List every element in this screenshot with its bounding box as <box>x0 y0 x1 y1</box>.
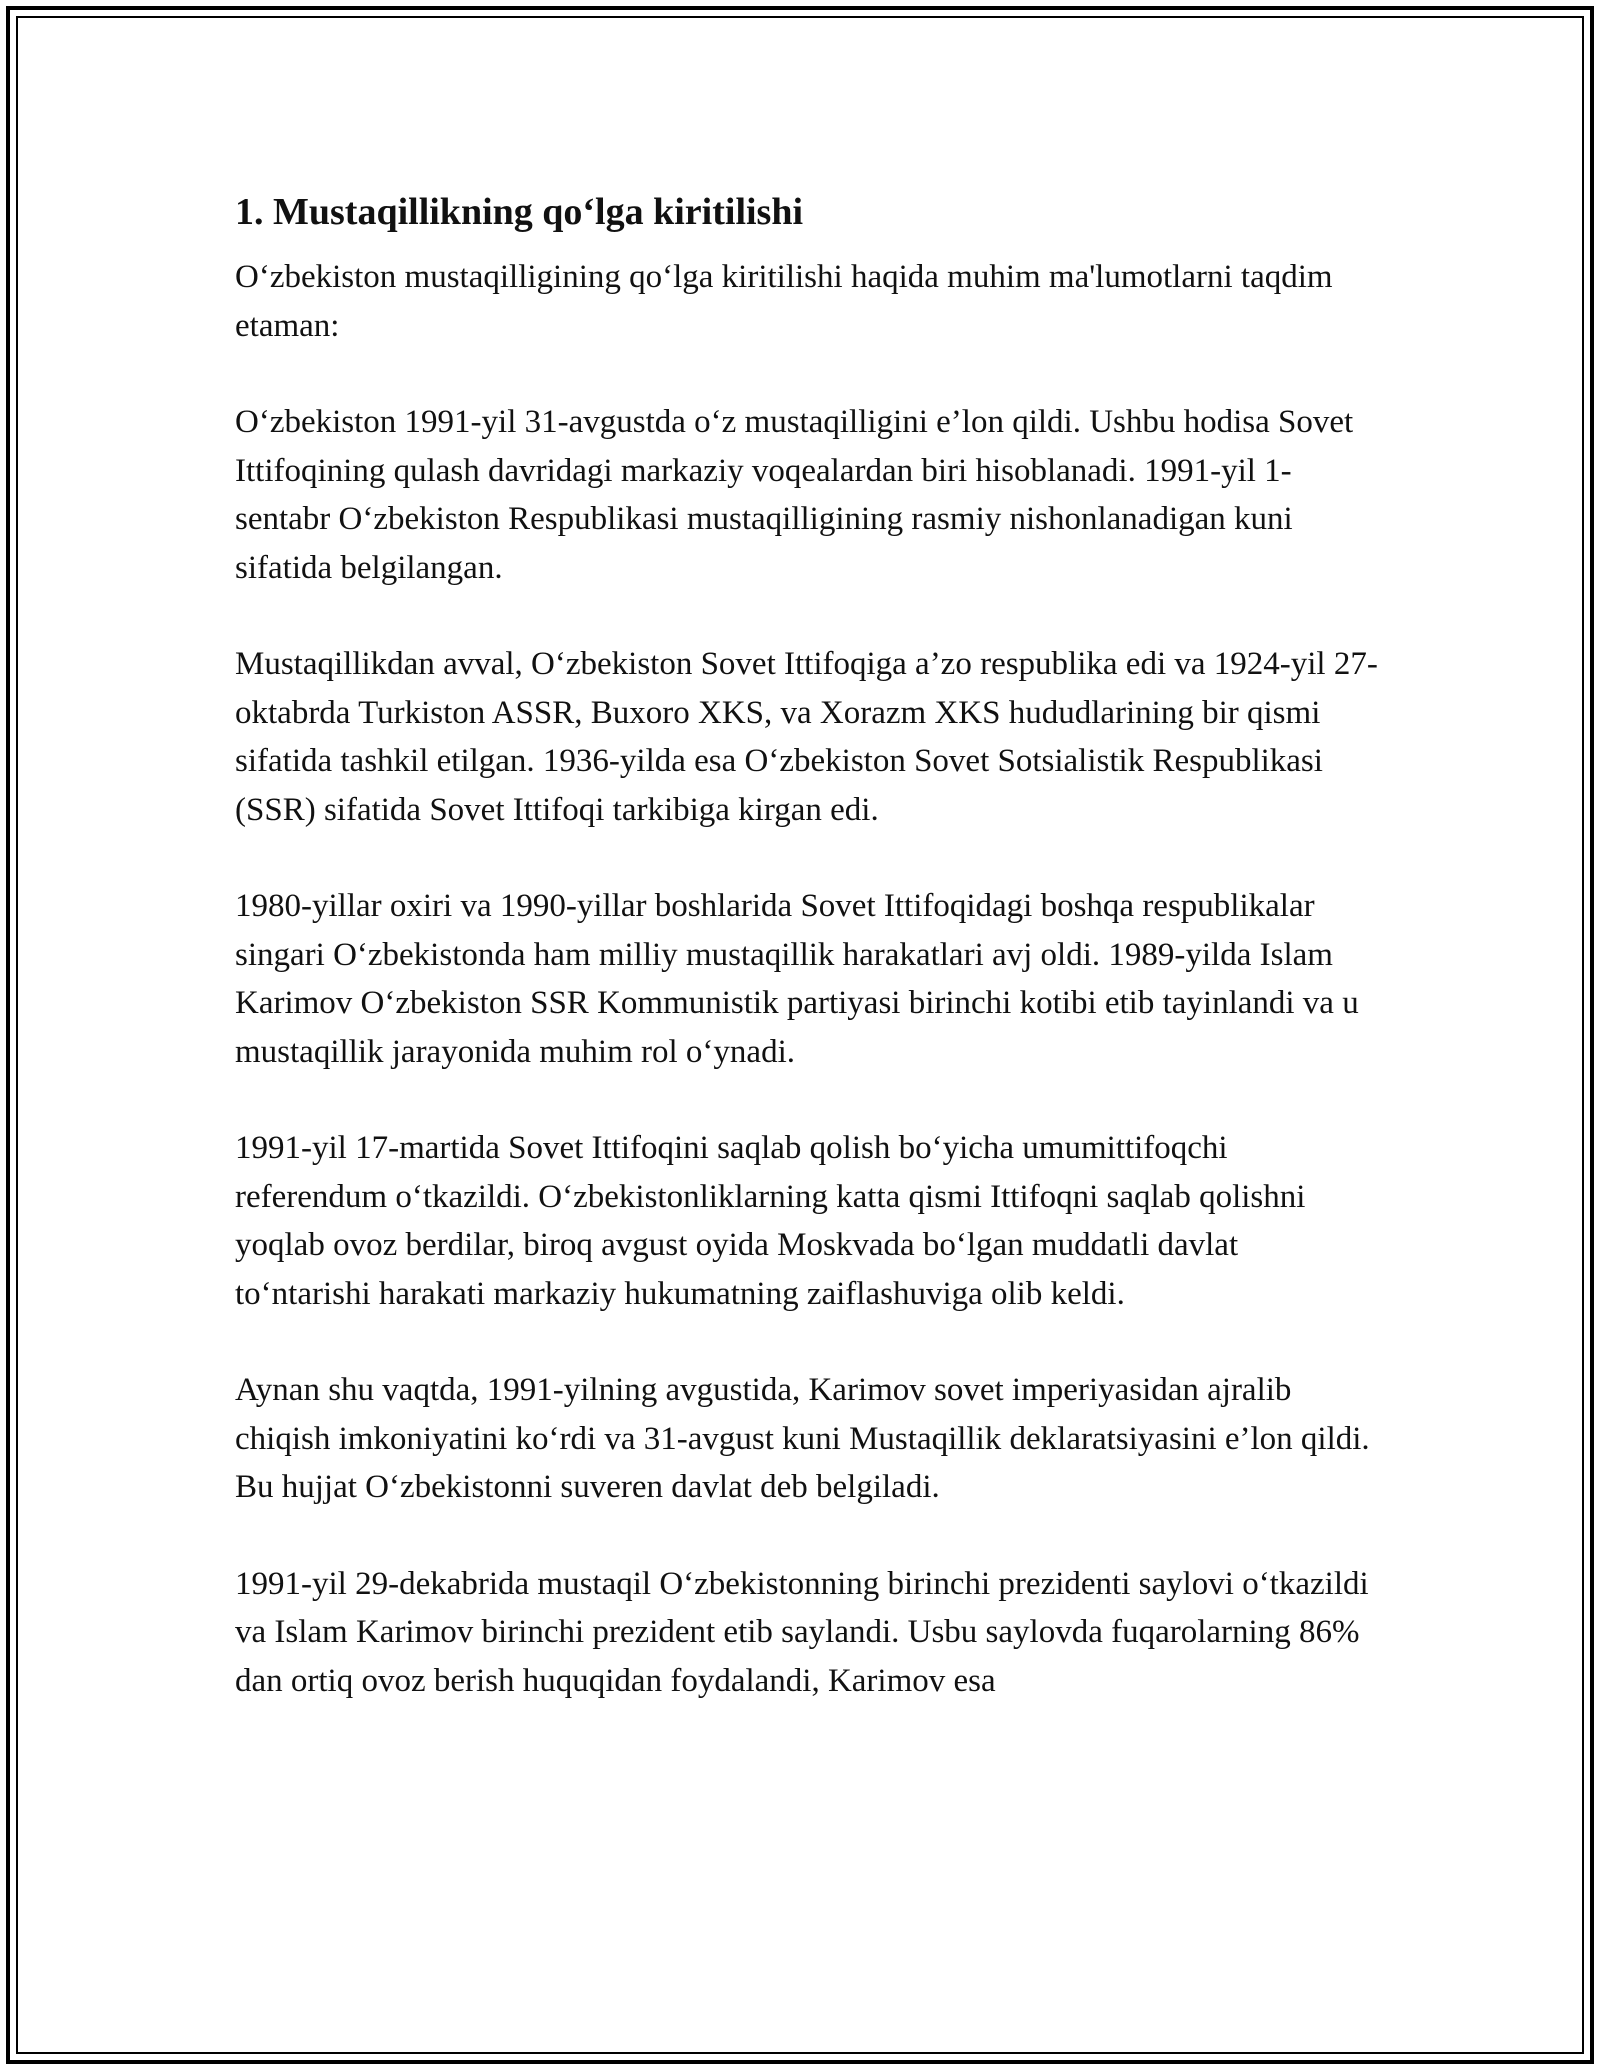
document-body <box>235 185 1380 1705</box>
paragraph-declaration: O‘zbekiston 1991-yil 31-avgustda o‘z mustaqilligini e’lon qildi. Ushbu hodisa Sovet Ittifoqining qulash davridagi markaziy voqealardan biri hisoblanadi. 1991-yil 1-sentabr O‘zbekiston Respublikasi mustaqilligining rasmiy nishonlanadigan kuni sifatida belgilangan. <box>235 404 1354 586</box>
paragraph-referendum: 1991-yil 17-martida Sovet Ittifoqini saqlab qolish bo‘yicha umumittifoqchi referendum o‘tkazildi. O‘zbekistonliklarning katta qismi Ittifoqni saqlab qolishni yoqlab ovoz berdilar, biroq avgust oyida Moskvada bo‘lgan muddatli davlat to‘ntarishi harakati markaziy hukumatning zaiflashuviga olib keldi. <box>235 1130 1306 1312</box>
paragraph-intro: O‘zbekiston mustaqilligining qo‘lga kiritilishi haqida muhim ma'lumotlarni taqdim etaman: <box>235 259 1333 344</box>
section-heading: 1. Mustaqillikning qo‘lga kiritilishi <box>235 191 804 233</box>
paragraph-independence-movements: 1980-yillar oxiri va 1990-yillar boshlarida Sovet Ittifoqidagi boshqa respublikalar singari O‘zbekistonda ham milliy mustaqillik harakatlari avj oldi. 1989-yilda Islam Karimov O‘zbekiston SSR Kommunistik partiyasi birinchi kotibi etib tayinlandi va u mustaqillik jarayonida muhim rol o‘ynadi. <box>235 888 1359 1070</box>
paragraph-soviet-history: Mustaqillikdan avval, O‘zbekiston Sovet Ittifoqiga a’zo respublika edi va 1924-yil 27-oktabrda Turkiston ASSR, Buxoro XKS, va Xorazm XKS hududlarining bir qismi sifatida tashkil etilgan. 1936-yilda esa O‘zbekiston Sovet Sotsialistik Respublikasi (SSR) sifatida Sovet Ittifoqi tarkibiga kirgan edi. <box>235 646 1378 828</box>
paragraph-first-election: 1991-yil 29-dekabrida mustaqil O‘zbekistonning birinchi prezidenti saylovi o‘tkazildi va Islam Karimov birinchi prezident etib saylandi. Usbu saylovda fuqarolarning 86% dan ortiq ovoz berish huquqidan foydalandi, Karimov esa <box>235 1565 1369 1699</box>
paragraph-karimov-declaration: Aynan shu vaqtda, 1991-yilning avgustida, Karimov sovet imperiyasidan ajralib chiqish imkoniyatini ko‘rdi va 31-avgust kuni Mustaqillik deklaratsiyasini e’lon qildi. Bu hujjat O‘zbekistonni suveren davlat deb belgiladi. <box>235 1372 1370 1505</box>
